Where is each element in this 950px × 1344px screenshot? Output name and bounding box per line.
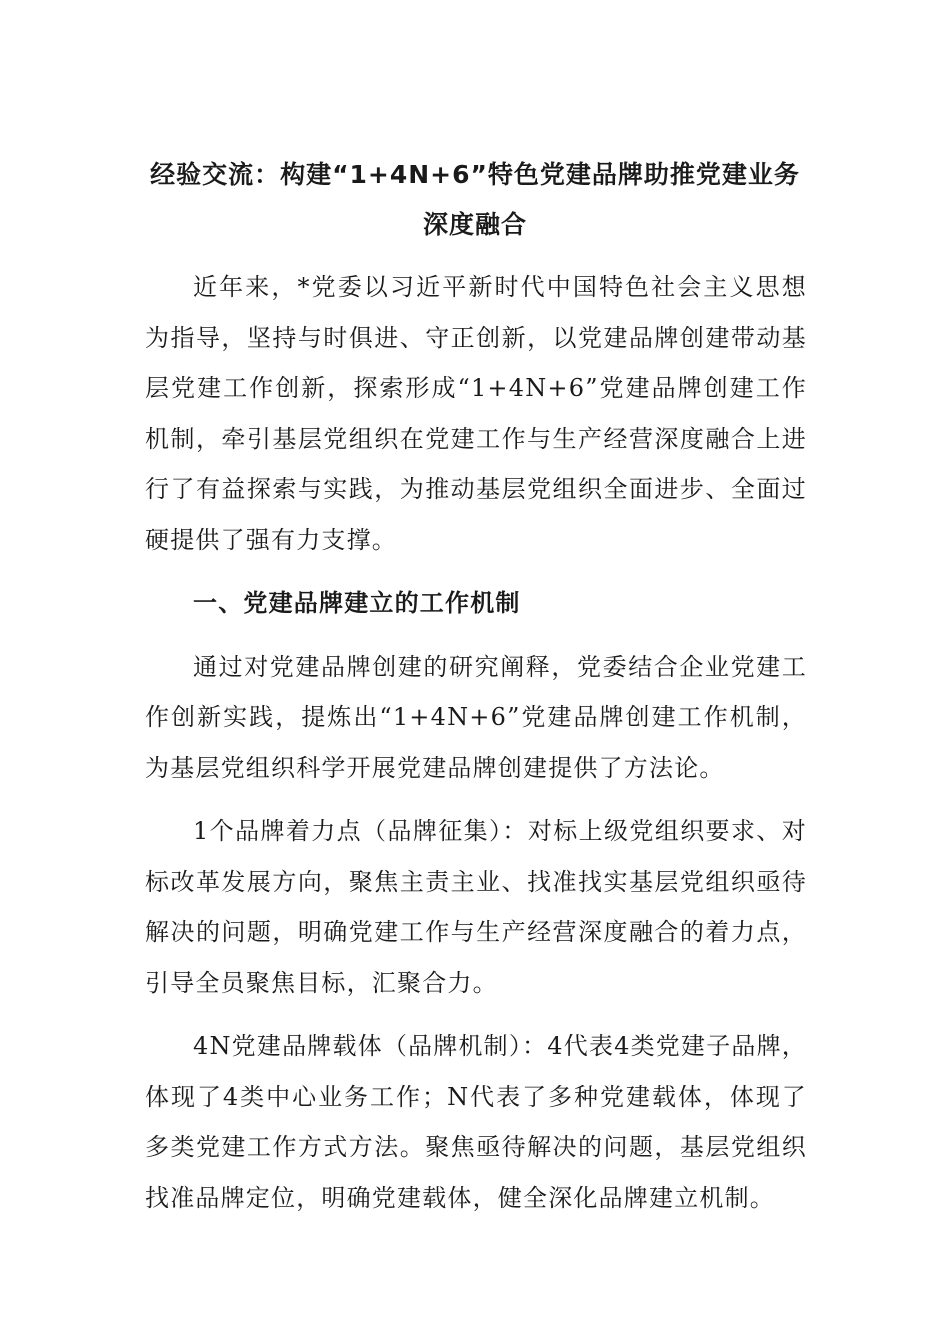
section-heading: 一、党建品牌建立的工作机制 [193, 589, 521, 617]
intro-paragraph: 近年来，*党委以习近平新时代中国特色社会主义思想为指导，坚持与时俱进、守正创新，以党建品牌创建带动基层党建工作创新，探索形成“1+4N+6”党建品牌创建工作机制，牵引基层党组织在党建工作与生产经营深度融合上进行了有益探索与实践，为推动基层党组织全面进步、全面过硬提供了强有力支撑。 [145, 273, 807, 554]
section-paragraph-3: 4N党建品牌载体（品牌机制）：4代表4类党建子品牌，体现了4类中心业务工作；N代表了多种党建载体，体现了多类党建工作方式方法。聚焦亟待解决的问题，基层党组织找准品牌定位，明确党建载体，健全深化品牌建立机制。 [145, 1032, 808, 1212]
section-paragraph-1: 通过对党建品牌创建的研究阐释，党委结合企业党建工作创新实践，提炼出“1+4N+6”党建品牌创建工作机制，为基层党组织科学开展党建品牌创建提供了方法论。 [145, 652, 807, 782]
section-paragraph-2: 1个品牌着力点（品牌征集）：对标上级党组织要求、对标改革发展方向，聚焦主责主业、找准找实基层党组织亟待解决的问题，明确党建工作与生产经营深度融合的着力点，引导全员聚焦目标，汇聚合力。 [145, 817, 807, 997]
document-body [145, 262, 807, 1236]
document-title: 经验交流：构建“1+4N+6”特色党建品牌助推党建业务深度融合 [150, 160, 800, 239]
